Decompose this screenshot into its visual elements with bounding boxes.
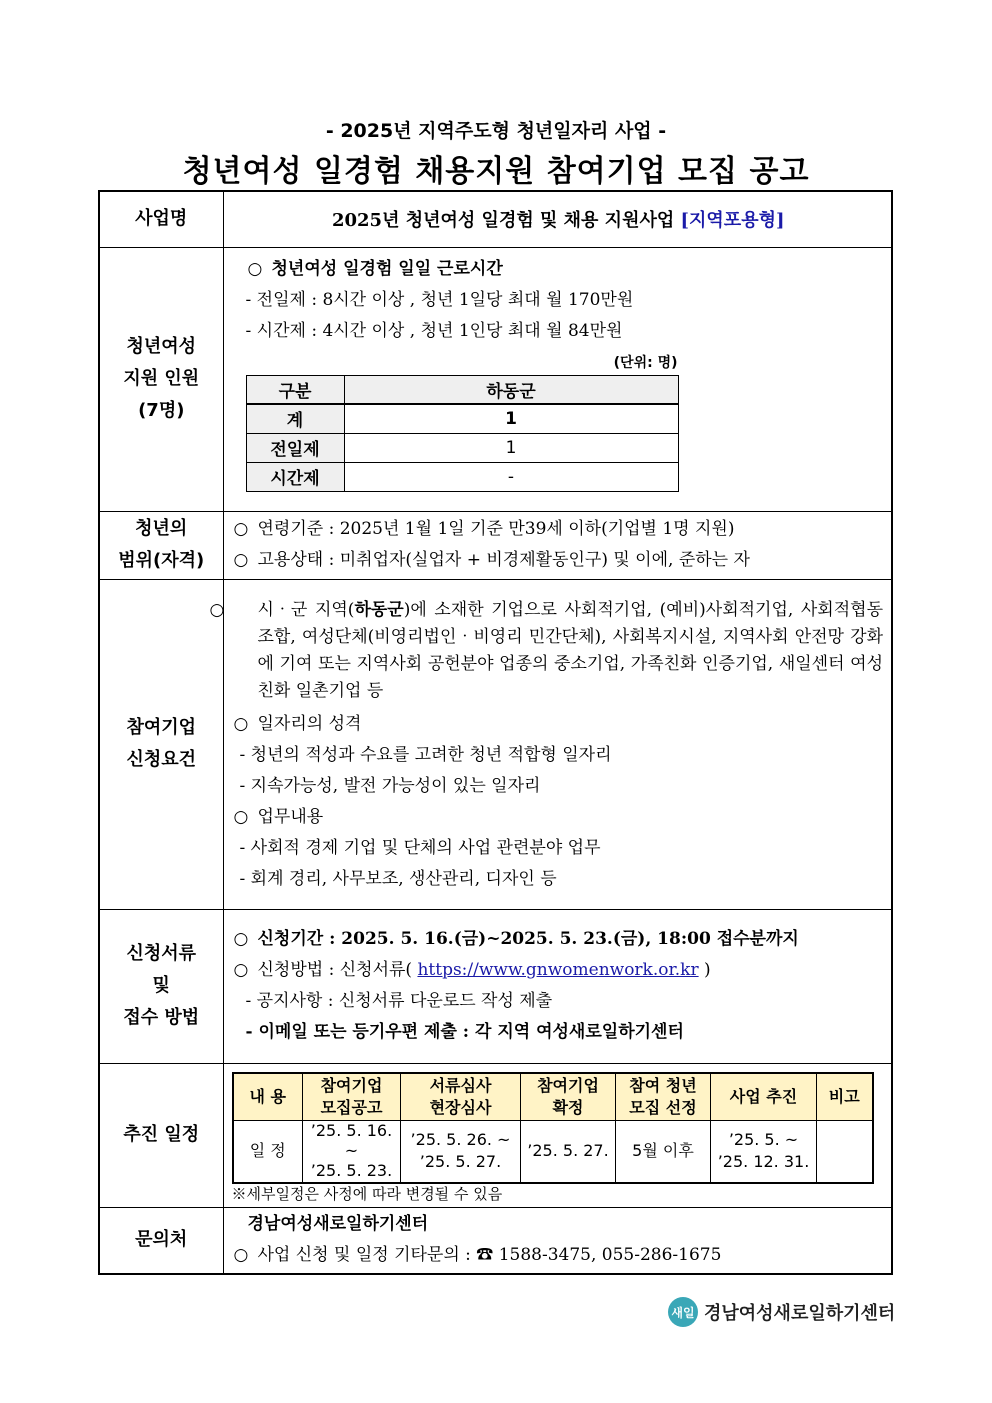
telephone-icon: ☎ xyxy=(476,1245,494,1266)
task-heading-line: ○ 업무내용 xyxy=(234,802,884,833)
submit-line: - 이메일 또는 등기우편 제출 : 각 지역 여성새로일하기센터 xyxy=(245,1022,684,1042)
task-item: - 회계 경리, 사무보조, 생산관리, 디자인 등 xyxy=(239,869,557,889)
task-item: - 사회적 경제 기업 및 단체의 사업 관련분야 업무 xyxy=(239,838,601,858)
method-line: ○ 신청방법 : 신청서류( https://www.gnwomenwork.or.kr ) xyxy=(234,955,884,986)
contact-org: 경남여성새로일하기센터 xyxy=(247,1214,429,1235)
eligible-paragraph: ○ 시‧군 지역(하동군)에 소재한 기업으로 사회적기업, (예비)사회적기업, 사회적협동조합, 여성단체(비영리법인‧비영리 민간단체), 사회복지시설, 지역사회 안전망 강화에 기여 또는 지역사회 공헌분야 업종의 중소기업, 가족친화 인증기업, 새일센터 여성친화 일촌기업 등 xyxy=(234,597,884,705)
circle-bullet-icon: ○ xyxy=(233,807,249,827)
support-heading-line: ○ 청년여성 일경험 일일 근로시간 xyxy=(234,254,884,285)
footer-logo xyxy=(668,1297,895,1327)
footer-logo-text: 경남여성새로일하기센터 xyxy=(704,1303,896,1324)
circle-bullet-icon: ○ xyxy=(233,960,249,980)
age-line: ○ 연령기준 : 2025년 1월 1일 기준 만39세 이하(기업별 1명 지원) xyxy=(234,514,884,545)
schedule-note: ※세부일정은 사정에 따라 변경될 수 있음 xyxy=(231,1184,503,1203)
schedule-header: 참여 청년 모집 선정 xyxy=(616,1073,711,1121)
business-label: 사업명 xyxy=(99,191,223,247)
requirements-content xyxy=(209,579,892,909)
period-line: ○ 신청기간 : 2025. 5. 16.(금)~2025. 5. 23.(금), 18:00 접수분까지 xyxy=(234,924,884,955)
schedule-cell: 5월 이후 xyxy=(616,1121,711,1183)
announcement-table xyxy=(98,190,893,1275)
schedule-cell xyxy=(817,1121,873,1183)
scope-content xyxy=(223,511,892,579)
circle-bullet-icon: ○ xyxy=(233,714,249,734)
unit-label: (단위: 명) xyxy=(613,354,678,371)
document-subtitle: - 2025년 지역주도형 청년일자리 사업 - xyxy=(325,120,667,142)
website-link[interactable]: https://www.gnwomenwork.or.kr xyxy=(417,960,699,980)
table-cell: 1 xyxy=(344,404,678,433)
schedule-header: 참여기업 확정 xyxy=(521,1073,616,1121)
schedule-cell: ’25. 5. 16. ~ ’25. 5. 23. xyxy=(303,1121,401,1183)
table-header: 하동군 xyxy=(344,375,678,404)
business-name-cell xyxy=(223,191,892,247)
circle-bullet-icon: ○ xyxy=(247,258,263,279)
requirements-label: 참여기업 신청요건 xyxy=(99,579,223,909)
table-cell: - xyxy=(344,462,678,491)
schedule-header: 참여기업 모집공고 xyxy=(303,1073,401,1121)
circle-bullet-icon: ○ xyxy=(233,519,249,539)
circle-bullet-icon: ○ xyxy=(233,929,249,949)
schedule-label: 추진 일정 xyxy=(99,1063,223,1207)
schedule-header: 비고 xyxy=(817,1073,873,1121)
schedule-header: 서류심사 현장심사 xyxy=(401,1073,521,1121)
schedule-table xyxy=(232,1072,874,1184)
circle-bullet-icon: ○ xyxy=(233,550,249,570)
application-label: 신청서류 및 접수 방법 xyxy=(99,909,223,1063)
circle-bullet-icon: ○ xyxy=(209,600,225,620)
business-name: 2025년 청년여성 일경험 및 채용 지원사업 xyxy=(331,210,681,232)
table-row-label: 전일제 xyxy=(246,433,344,462)
part-time-line: - 시간제 : 4시간 이상 , 청년 1인당 최대 월 84만원 xyxy=(245,320,623,341)
circle-bullet-icon: ○ xyxy=(233,1245,249,1266)
support-label: 청년여성 지원 인원 (7명) xyxy=(99,247,223,511)
schedule-header: 내 용 xyxy=(233,1073,303,1121)
job-item: - 청년의 적성과 수요를 고려한 청년 적합형 일자리 xyxy=(239,745,612,765)
schedule-cell: ’25. 5. ~ ’25. 12. 31. xyxy=(711,1121,817,1183)
contact-label: 문의처 xyxy=(99,1207,223,1274)
document-title: 청년여성 일경험 채용지원 참여기업 모집 공고 xyxy=(182,154,810,189)
business-type: [지역포용형] xyxy=(680,210,785,232)
employment-line: ○ 고용상태 : 미취업자(실업자 + 비경제활동인구) 및 이에, 준하는 자 xyxy=(234,545,884,576)
table-row-label: 계 xyxy=(246,404,344,433)
inquiry-line: ○ 사업 신청 및 일정 기타문의 : ☎ 1588-3475, 055-286-1675 xyxy=(234,1240,884,1271)
support-content xyxy=(223,247,892,511)
table-cell: 1 xyxy=(344,433,678,462)
table-header: 구분 xyxy=(246,375,344,404)
schedule-content xyxy=(223,1063,892,1207)
application-content xyxy=(223,909,892,1063)
job-item: - 지속가능성, 발전 가능성이 있는 일자리 xyxy=(239,776,541,796)
schedule-cell: ’25. 5. 27. xyxy=(521,1121,616,1183)
scope-label: 청년의 범위(자격) xyxy=(99,511,223,579)
support-count-table xyxy=(246,375,679,492)
job-heading-line: ○ 일자리의 성격 xyxy=(234,709,884,740)
table-row-label: 시간제 xyxy=(246,462,344,491)
full-time-line: - 전일제 : 8시간 이상 , 청년 1일당 최대 월 170만원 xyxy=(245,289,634,310)
saeil-logo-icon: 새일 xyxy=(668,1297,698,1327)
phone-numbers: 1588-3475, 055-286-1675 xyxy=(498,1245,722,1266)
notice-line: - 공지사항 : 신청서류 다운로드 작성 제출 xyxy=(245,991,553,1011)
contact-content xyxy=(223,1207,892,1274)
schedule-header: 사업 추진 xyxy=(711,1073,817,1121)
schedule-cell: ’25. 5. 26. ~ ’25. 5. 27. xyxy=(401,1121,521,1183)
schedule-cell: 일 정 xyxy=(233,1121,303,1183)
